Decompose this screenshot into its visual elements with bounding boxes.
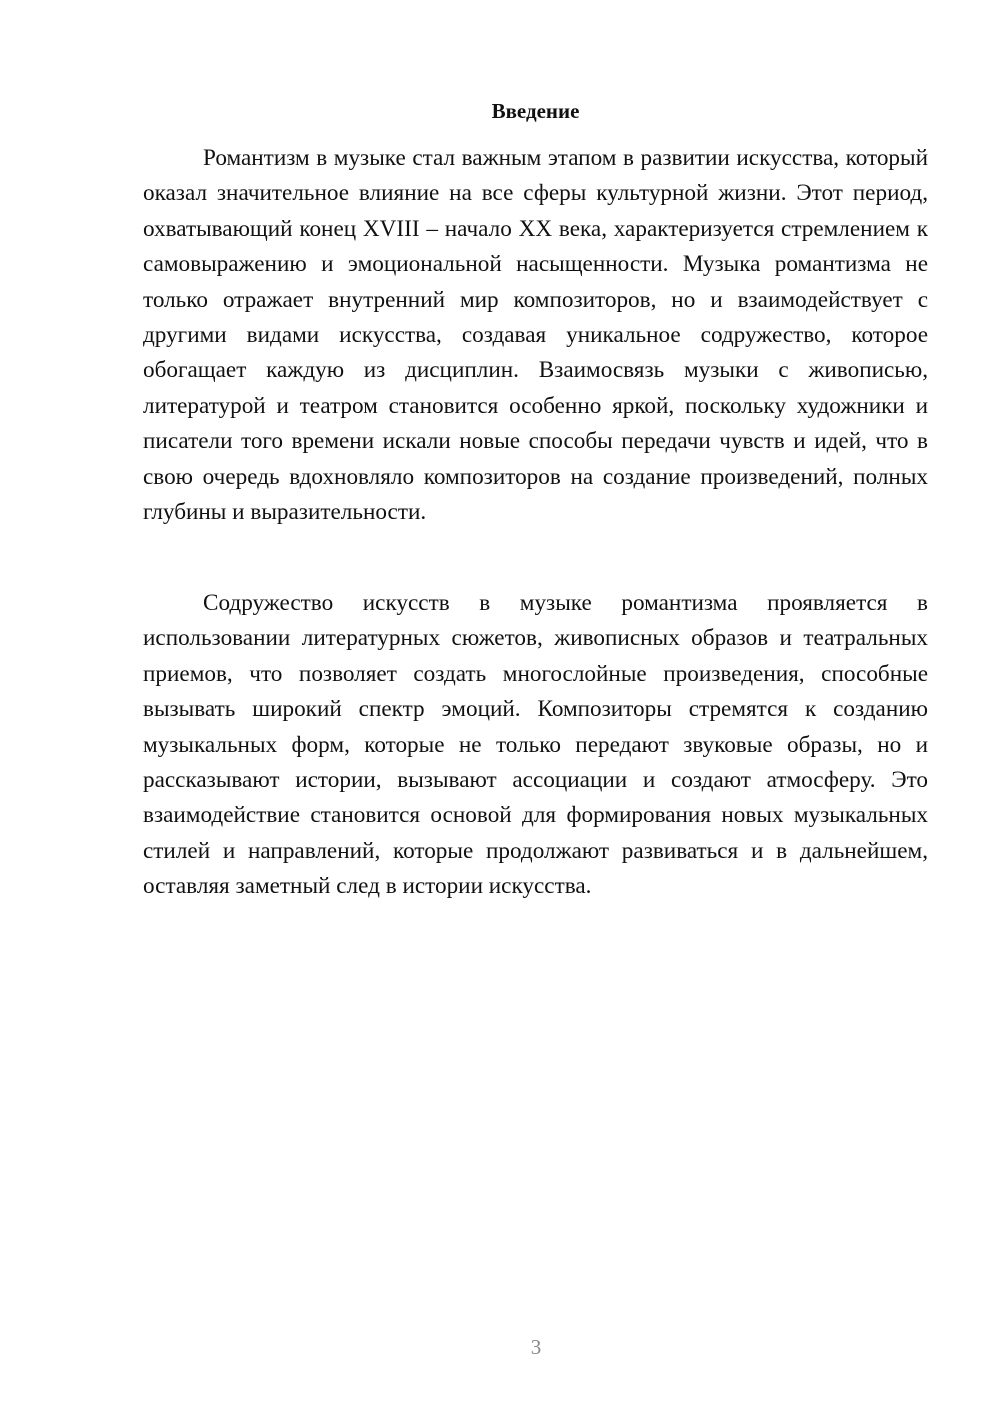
intro-paragraph-1: Романтизм в музыке стал важным этапом в развитии искусства, который оказал значительное влияние на все сферы культурной жизни. Этот период, охватывающий конец XVIII – начало XX века, характеризуется стремлением к самовыражению и эмоциональной насыщенности. Музыка романтизма не только отражает внутренний мир композиторов, но и взаимодействует с другими видами искусства, создавая уникальное содружество, которое обогащает каждую из дисциплин. Взаимосвязь музыки с живописью, литературой и театром становится особенно яркой, поскольку художники и писатели того времени искали новые способы передачи чувств и идей, что в свою очередь вдохновляло композиторов на создание произведений, полных глубины и выразительности. bbox=[143, 145, 928, 526]
page-number: 3 bbox=[530, 1335, 542, 1359]
section-heading: Введение bbox=[491, 99, 580, 123]
intro-paragraph-2: Содружество искусств в музыке романтизма проявляется в использовании литературных сюжетов, живописных образов и театральных приемов, что позволяет создать многослойные произведения, способные вызывать широкий спектр эмоций. Композиторы стремятся к созданию музыкальных форм, которые не только передают звуковые образы, но и рассказывают истории, вызывают ассоциации и создают атмосферу. Это взаимодействие становится основой для формирования новых музыкальных стилей и направлений, которые продолжают развиваться и в дальнейшем, оставляя заметный след в истории искусства. bbox=[143, 590, 928, 900]
